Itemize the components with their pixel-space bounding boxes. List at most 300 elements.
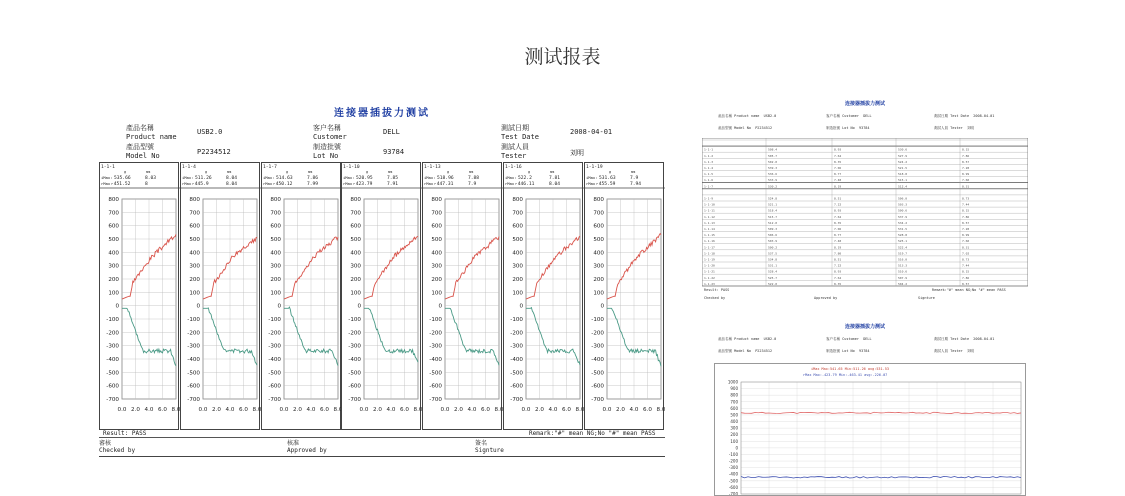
y-tick-label: -100: [591, 317, 604, 323]
summary-y-tick: 500: [730, 412, 738, 418]
panel-id: 1-1-13: [424, 165, 441, 170]
x-tick-label: 2.0: [131, 407, 140, 413]
main-test-report: [99, 104, 665, 456]
unit-g: g: [124, 170, 127, 174]
field-product-name-label: 產品名稱 Product name: [126, 124, 177, 141]
min-time: 8.04: [225, 182, 237, 187]
y-tick-label: 500: [512, 237, 523, 243]
y-tick-label: 300: [108, 263, 119, 270]
table-cell: 1-1-7: [704, 184, 714, 189]
y-tick-label: -300: [591, 343, 604, 350]
table-cell: 506.0: [898, 196, 908, 201]
min-value: -451.52: [111, 182, 131, 187]
table-cell: 7.60: [962, 239, 970, 244]
summary-y-tick: -200: [728, 458, 738, 464]
x-tick-label: 8.0: [171, 407, 180, 413]
right-chart-report: [702, 323, 1028, 494]
y-tick-label: -600: [106, 383, 119, 390]
table-cell: 512.4: [898, 184, 908, 189]
y-tick-label: 200: [108, 277, 119, 283]
max-label: iMax:: [585, 175, 598, 180]
min-label: rMax:: [505, 181, 517, 186]
x-tick-label: 4.0: [144, 407, 154, 413]
min-label: rMax:: [101, 181, 113, 186]
x-tick-label: 2.0: [535, 407, 544, 413]
unit-g: g: [285, 170, 288, 174]
table-cell: 1-1-16: [704, 239, 715, 244]
y-tick-label: 0: [277, 303, 281, 310]
summary-y-tick: 0: [735, 445, 738, 451]
y-tick-label: -200: [591, 330, 604, 337]
table-cell: 1-1-9: [704, 196, 714, 201]
table-cell: 1-1-15: [704, 233, 715, 238]
table-cell: 530.6: [898, 147, 908, 152]
table-cell: 525.7: [768, 275, 778, 280]
y-tick-label: 200: [512, 277, 523, 283]
max-time: 8.03: [145, 176, 157, 181]
y-tick-label: 300: [512, 263, 523, 270]
table-cell: 8.31: [962, 245, 970, 250]
unit-g: g: [608, 170, 611, 174]
max-label: iMax:: [181, 175, 194, 180]
table-cell: 8.73: [962, 196, 970, 201]
y-tick-label: -400: [591, 357, 604, 363]
max-value: 511.26: [194, 176, 212, 181]
table-cell: 8.19: [834, 245, 842, 250]
y-tick-label: 400: [189, 250, 200, 257]
unit-t: mm: [630, 170, 636, 174]
y-tick-label: 600: [350, 223, 362, 230]
table-cell: 524.8: [768, 196, 778, 201]
right-chart-title: 连接器插拔力测试: [844, 324, 885, 330]
y-tick-label: -400: [187, 357, 200, 363]
max-label: iMax:: [101, 175, 113, 180]
min-time: 7.94: [629, 182, 641, 187]
y-tick-label: 700: [189, 210, 200, 217]
field-product-name-value: USB2.0: [197, 128, 223, 136]
table-cell: 8.57: [962, 281, 970, 286]
x-tick-label: 0.0: [440, 407, 450, 413]
unit-t: mm: [469, 170, 474, 174]
table-cell: 1-1-14: [704, 227, 715, 231]
table-cell: 7.86: [962, 214, 970, 219]
panel-id: 1-1-4: [181, 165, 196, 170]
y-tick-label: 400: [512, 250, 523, 257]
y-tick-label: 0: [196, 303, 200, 310]
field-test-date-value: 2008-04-01: [570, 128, 613, 136]
y-tick-label: 600: [431, 223, 443, 230]
y-tick-label: 800: [593, 197, 604, 203]
remark-text: Remark:"#" mean NG;No "#" mean PASS: [529, 430, 656, 437]
y-tick-label: 300: [350, 263, 362, 270]
y-tick-label: -500: [267, 370, 281, 377]
y-tick-label: 600: [512, 223, 523, 230]
max-label: iMax:: [505, 175, 517, 180]
right-data-table: [702, 138, 1028, 288]
summary-y-tick: 900: [730, 386, 738, 392]
min-value: -455.59: [595, 182, 616, 187]
y-tick-label: -500: [591, 370, 604, 377]
min-value: -446.11: [515, 182, 535, 187]
rt-checked: Checked by: [704, 296, 726, 300]
y-tick-label: 0: [600, 303, 604, 310]
table-cell: 7.86: [962, 275, 970, 280]
rt-signature: Signture: [918, 296, 935, 300]
max-value: 535.66: [114, 176, 131, 181]
y-tick-label: 500: [189, 237, 200, 243]
x-tick-label: 0.0: [117, 407, 127, 413]
sign-signature: 簽名 Signture: [475, 440, 504, 454]
min-value: -445.9: [191, 182, 209, 187]
rt-field-0: 產品名稱 Product name USB2.0: [718, 114, 777, 118]
table-cell: 1-1-4: [704, 166, 714, 170]
field-lot-no-value: 93784: [383, 148, 405, 156]
summary-y-tick: -700: [728, 491, 738, 495]
y-tick-label: -200: [106, 330, 119, 337]
field-tester-label: 測試人員 Tester: [501, 143, 529, 160]
x-tick-label: 0.0: [359, 407, 369, 413]
x-tick-label: 6.0: [562, 407, 571, 413]
table-cell: 8.51: [834, 196, 842, 201]
y-tick-label: -700: [591, 397, 604, 403]
y-tick-label: 100: [593, 290, 604, 297]
divider: [99, 437, 665, 438]
unit-t: mm: [226, 170, 232, 174]
x-tick-label: 4.0: [629, 407, 639, 413]
table-cell: 8.19: [834, 184, 842, 189]
y-tick-label: -500: [429, 370, 443, 377]
y-tick-label: -700: [429, 397, 443, 403]
y-tick-label: -100: [106, 317, 119, 323]
summary-stats-lower: rMax Max:-423.79 Min:-463.41 avg:-226.07: [803, 373, 888, 377]
field-tester-value: 刘明: [570, 149, 584, 157]
min-value: -423.79: [353, 182, 373, 187]
y-tick-label: -600: [591, 383, 604, 390]
y-tick-label: 600: [269, 223, 281, 230]
table-cell: 7.22: [834, 202, 842, 207]
min-label: rMax:: [585, 181, 598, 186]
max-label: iMax:: [343, 175, 355, 180]
bottom-line: [99, 456, 665, 457]
table-cell: 8.93: [834, 208, 842, 213]
unit-g: g: [528, 170, 531, 174]
force-panel-1-1-1: [99, 162, 179, 430]
unit-g: g: [204, 170, 207, 174]
table-cell: 525.1: [898, 239, 908, 244]
x-tick-label: 2.0: [292, 407, 302, 413]
summary-y-tick: -400: [728, 471, 738, 477]
max-time: 7.9: [629, 176, 639, 181]
y-tick-label: 300: [593, 263, 604, 270]
table-cell: 515.7: [768, 214, 778, 219]
x-tick-label: 6.0: [642, 407, 652, 413]
table-cell: 7.64: [834, 275, 842, 280]
table-cell: 508.4: [768, 147, 778, 152]
y-tick-label: -600: [187, 383, 200, 390]
table-cell: 504.2: [898, 281, 908, 286]
y-tick-label: -600: [510, 383, 523, 390]
panel-id: 1-1-7: [262, 165, 277, 170]
y-tick-label: 800: [350, 197, 362, 203]
table-cell: 509.3: [768, 227, 778, 231]
min-time: 7.9: [468, 182, 477, 187]
table-cell: 528.8: [898, 233, 908, 238]
table-cell: 1-1-12: [704, 214, 715, 219]
table-cell: 513.3: [898, 263, 908, 268]
rb-field-0: 產品名稱 Product name USB2.0: [718, 337, 777, 341]
y-tick-label: -300: [348, 343, 362, 350]
summary-y-tick: 1000: [727, 379, 738, 385]
x-tick-label: 8.0: [413, 407, 423, 413]
y-tick-label: -400: [267, 357, 281, 363]
y-tick-label: 100: [189, 290, 200, 297]
table-cell: 503.9: [768, 239, 778, 244]
y-tick-label: 200: [350, 277, 362, 283]
y-tick-label: 700: [593, 210, 604, 217]
rt-field-4: 制造批號 Lot No 93784: [826, 126, 870, 130]
y-tick-label: 100: [512, 290, 523, 297]
table-cell: 512.0: [768, 220, 778, 225]
y-tick-label: 500: [431, 237, 443, 243]
table-cell: 7.06: [834, 166, 842, 170]
min-label: rMax:: [424, 181, 436, 186]
table-cell: 521.5: [898, 166, 908, 170]
table-cell: 518.8: [898, 172, 908, 177]
summary-chart: [714, 363, 1026, 496]
table-cell: 7.22: [834, 263, 842, 268]
force-panel-1-1-7: [261, 162, 341, 430]
y-tick-label: -500: [187, 370, 200, 377]
y-tick-label: -500: [348, 370, 362, 377]
x-tick-label: 4.0: [386, 407, 396, 413]
table-cell: 500.6: [898, 208, 908, 213]
table-cell: 8.15: [962, 269, 970, 274]
rt-field-3: 產品型號 Model No P2234512: [718, 126, 773, 130]
table-cell: 7.64: [834, 214, 842, 219]
table-cell: 8.15: [962, 208, 970, 213]
y-tick-label: 800: [108, 197, 119, 203]
sign-checked: 審核 Checked by: [99, 440, 136, 454]
y-tick-label: -300: [510, 343, 523, 350]
max-time: 8.04: [225, 176, 237, 181]
y-tick-label: 700: [350, 210, 362, 217]
table-cell: 7.02: [962, 251, 970, 256]
y-tick-label: 100: [108, 290, 119, 297]
y-tick-label: 400: [593, 250, 604, 257]
table-cell: 1-1-20: [704, 263, 715, 268]
field-customer-value: DELL: [383, 128, 400, 136]
page-title: 测试报表: [524, 46, 601, 68]
x-tick-label: 2.0: [211, 407, 221, 413]
y-tick-label: -400: [106, 357, 119, 363]
field-customer-label: 客户名稱 Customer: [313, 124, 347, 141]
table-cell: 1-1-19: [704, 257, 715, 262]
table-cell: 8.57: [962, 220, 970, 225]
min-time: 7.99: [306, 182, 318, 187]
y-tick-label: 800: [431, 197, 443, 203]
x-tick-label: 6.0: [238, 407, 248, 413]
min-label: rMax:: [262, 181, 275, 186]
y-tick-label: 100: [350, 290, 362, 297]
y-tick-label: 500: [269, 237, 281, 243]
y-tick-label: -300: [267, 343, 281, 350]
y-tick-label: 500: [108, 237, 119, 243]
table-cell: 502.0: [768, 159, 778, 164]
table-cell: 537.9: [898, 214, 908, 219]
unit-t: mm: [388, 170, 393, 174]
table-cell: 8.99: [962, 233, 970, 238]
table-cell: 534.8: [768, 257, 778, 262]
table-cell: 507.9: [898, 275, 908, 280]
rb-field-2: 測試日期 Test Date 2008-04-01: [934, 337, 995, 341]
y-tick-label: -600: [429, 383, 443, 390]
result-text: Result: PASS: [103, 430, 147, 437]
table-cell: 8.73: [962, 257, 970, 262]
table-cell: 7.48: [834, 239, 842, 244]
y-tick-label: 400: [431, 250, 443, 257]
y-tick-label: -700: [106, 397, 119, 403]
max-value: 520.95: [356, 176, 373, 181]
y-tick-label: 0: [519, 303, 523, 310]
x-tick-label: 4.0: [306, 407, 316, 413]
x-tick-label: 4.0: [548, 407, 558, 413]
y-tick-label: -400: [429, 357, 443, 363]
y-tick-label: 200: [269, 277, 281, 283]
summary-y-tick: -600: [728, 484, 738, 490]
y-tick-label: -300: [187, 343, 200, 350]
table-cell: 518.4: [768, 208, 778, 213]
y-tick-label: 700: [108, 210, 119, 217]
y-tick-label: -200: [348, 330, 362, 337]
table-cell: 7.48: [834, 178, 842, 183]
max-value: 518.96: [437, 176, 454, 181]
x-tick-label: 4.0: [225, 407, 235, 413]
y-tick-label: -300: [106, 343, 119, 350]
table-cell: 539.3: [768, 166, 778, 170]
table-cell: 8.15: [962, 147, 970, 152]
table-cell: 8.51: [834, 257, 842, 262]
x-tick-label: 8.0: [333, 407, 342, 413]
panel-id: 1-1-16: [505, 165, 522, 170]
y-tick-label: -100: [267, 317, 281, 323]
rb-field-3: 產品型號 Model No P2234512: [718, 349, 773, 353]
y-tick-label: 500: [350, 237, 362, 243]
max-value: 531.63: [598, 176, 616, 181]
y-tick-label: -200: [187, 330, 200, 337]
rt-field-2: 測試日期 Test Date 2008-04-01: [934, 114, 995, 118]
x-tick-label: 6.0: [319, 407, 329, 413]
summary-y-tick: 600: [730, 405, 738, 411]
max-time: 7.85: [387, 176, 399, 181]
y-tick-label: 400: [350, 250, 362, 257]
y-tick-label: 100: [431, 290, 443, 297]
table-cell: 8.57: [962, 159, 970, 164]
table-cell: 521.1: [768, 202, 778, 207]
y-tick-label: 800: [189, 197, 200, 203]
x-tick-label: 8.0: [494, 407, 504, 413]
table-cell: 8.99: [962, 172, 970, 177]
x-tick-label: 6.0: [400, 407, 410, 413]
table-cell: 531.5: [898, 227, 908, 231]
summary-y-tick: 200: [730, 432, 738, 438]
x-tick-label: 0.0: [521, 407, 531, 413]
table-cell: 1-1-17: [704, 245, 715, 250]
table-cell: 1-1-23: [704, 281, 715, 286]
table-cell: 7.28: [962, 227, 970, 231]
rt-field-1: 客户名稱 Customer DELL: [826, 114, 872, 118]
table-cell: 7.06: [834, 227, 842, 231]
y-tick-label: 700: [512, 210, 523, 217]
min-value: -450.12: [272, 182, 292, 187]
table-cell: 524.2: [898, 159, 908, 164]
table-cell: 522.0: [768, 281, 778, 286]
max-time: 7.81: [549, 176, 561, 181]
y-tick-label: -500: [106, 370, 119, 377]
table-cell: 515.1: [898, 178, 908, 183]
table-cell: 537.5: [768, 251, 778, 256]
y-tick-label: -100: [429, 317, 443, 323]
y-tick-label: -200: [267, 330, 281, 337]
table-cell: 1-1-13: [704, 220, 715, 225]
x-tick-label: 8.0: [575, 407, 584, 413]
y-tick-label: 300: [431, 263, 443, 270]
y-tick-label: 200: [189, 277, 200, 283]
y-tick-label: 600: [108, 223, 119, 230]
min-time: 8: [145, 182, 148, 187]
x-tick-label: 2.0: [454, 407, 464, 413]
right-table-title: 连接器插拔力测试: [844, 101, 885, 107]
table-cell: 7.44: [962, 263, 970, 268]
table-cell: 7.60: [962, 178, 970, 183]
table-cell: 1-1-10: [704, 202, 715, 207]
unit-t: mm: [550, 170, 555, 174]
table-cell: 8.35: [834, 220, 842, 225]
unit-t: mm: [146, 170, 151, 174]
force-panel-1-1-4: [180, 162, 260, 430]
x-tick-label: 8.0: [656, 407, 665, 413]
y-tick-label: -700: [348, 397, 362, 403]
table-cell: 8.31: [962, 184, 970, 189]
summary-y-tick: 300: [730, 425, 738, 431]
min-label: rMax:: [181, 181, 194, 186]
table-cell: 500.2: [768, 245, 778, 250]
table-cell: 7.64: [834, 153, 842, 158]
rb-field-1: 客户名稱 Customer DELL: [826, 337, 872, 341]
unit-t: mm: [307, 170, 312, 174]
x-tick-label: 2.0: [615, 407, 625, 413]
y-tick-label: -100: [348, 317, 362, 323]
y-tick-label: 0: [357, 303, 362, 310]
table-cell: 8.77: [834, 233, 842, 238]
table-cell: 1-1-1: [704, 147, 714, 152]
y-tick-label: -400: [510, 357, 523, 363]
summary-y-tick: 400: [730, 419, 738, 425]
force-panel-1-1-19: [584, 162, 664, 430]
rt-result: Result: PASS: [704, 288, 730, 292]
y-tick-label: -700: [267, 397, 281, 403]
summary-y-tick: 700: [730, 399, 738, 405]
table-cell: 1-1-11: [704, 208, 715, 213]
field-model-no-label: 產品型號 Model No: [126, 143, 160, 160]
y-tick-label: 400: [269, 250, 281, 257]
table-cell: 1-1-3: [704, 159, 714, 164]
table-cell: 530.2: [768, 184, 778, 189]
table-cell: 1-1-21: [704, 269, 715, 274]
rt-approved: Approved by: [814, 296, 838, 300]
table-cell: 8.93: [834, 269, 842, 274]
summary-y-tick: -100: [728, 451, 738, 457]
table-cell: 503.3: [898, 202, 908, 207]
